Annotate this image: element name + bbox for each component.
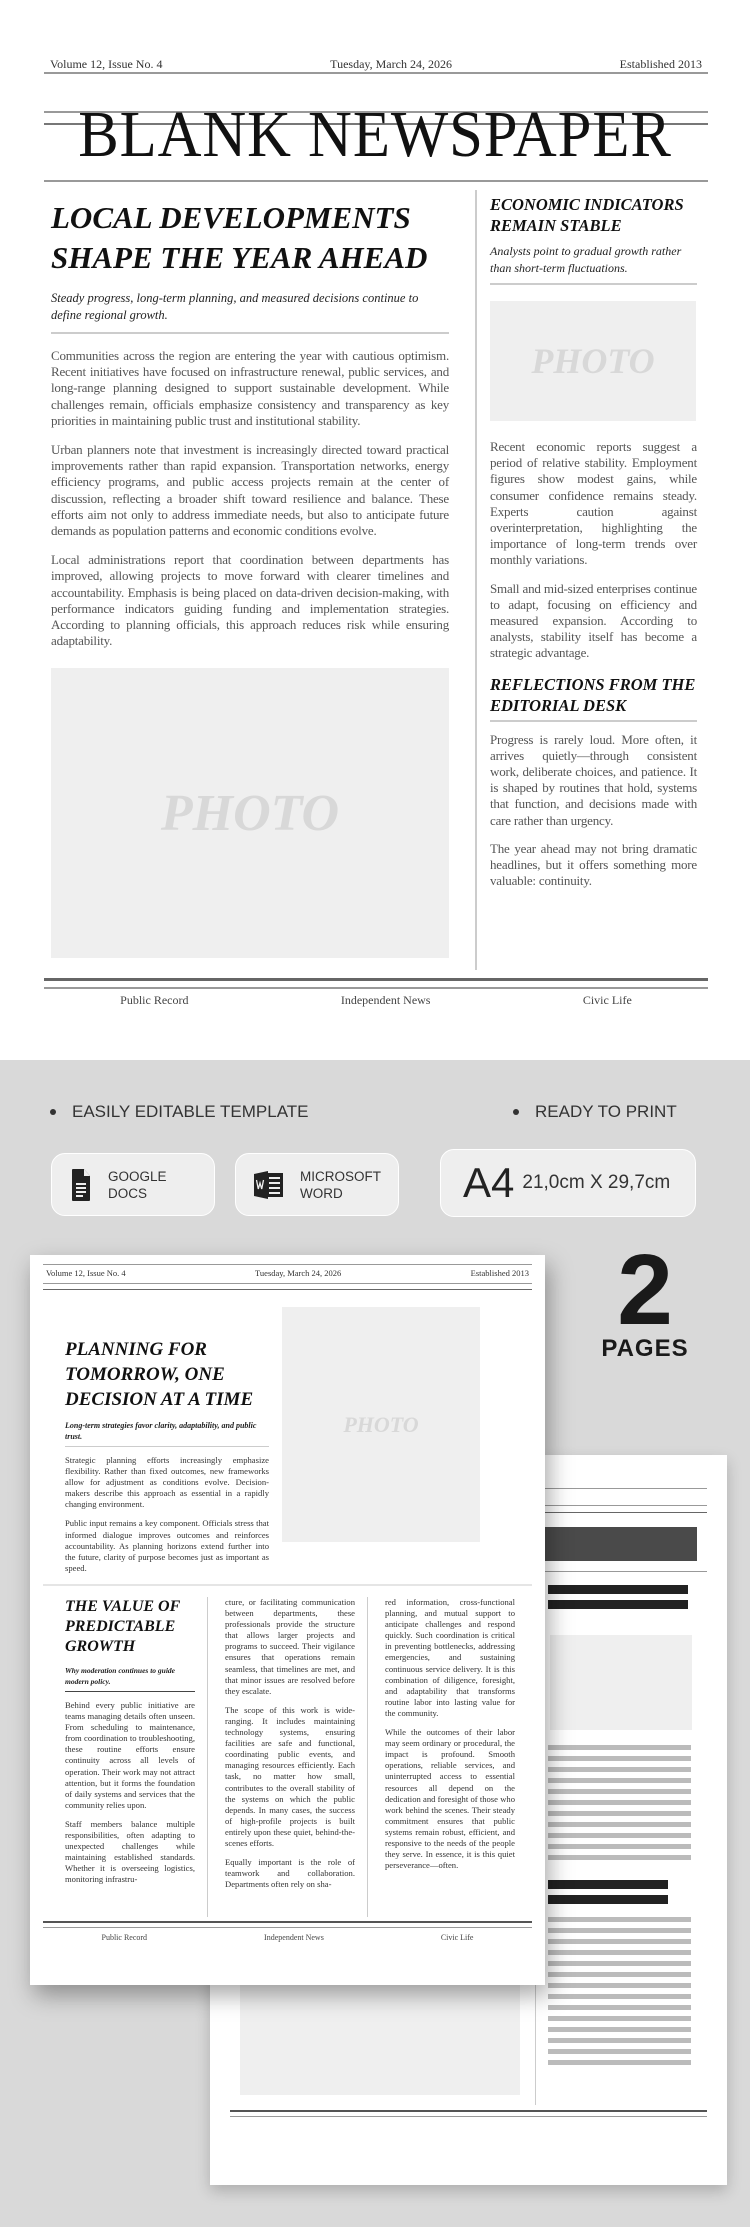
editorial-headline: REFLECTIONS FROM THE EDITORIAL DESK bbox=[490, 674, 697, 722]
page-footer bbox=[44, 993, 708, 1008]
footer-rule bbox=[230, 2116, 707, 2117]
badge-label: MICROSOFT bbox=[300, 1168, 381, 1184]
header-rule bbox=[43, 1264, 532, 1265]
paragraph: Progress is rarely loud. More often, it arrives quietly—through consistent work, deliberate choices, and patience. It is shaped by routines that hold, systems that function, and decisions made with care rather than urgency. bbox=[490, 731, 697, 828]
side-article bbox=[490, 194, 697, 901]
lead-body bbox=[51, 348, 449, 662]
text-lines-shape bbox=[548, 1917, 691, 2067]
footer-rule bbox=[44, 978, 708, 981]
feature-column-1 bbox=[65, 1597, 195, 1894]
issue-date: Tuesday, March 24, 2026 bbox=[330, 57, 452, 71]
paragraph: Staff members balance multiple responsibilities, often adapting to unexpected challenges while maintaining established standards. Whether it is overseeing logistics, monitoring infrastru- bbox=[65, 1818, 195, 1885]
paragraph: Strategic planning efforts increasingly emphasize flexibility. Rather than fixed outcomes, new frameworks allow for adjustment as conditions evolve. Decision-makers describe this approach as essential in a rapidly changing environment. bbox=[65, 1455, 269, 1510]
side-body bbox=[490, 439, 697, 662]
paragraph: Equally important is the role of teamwork and collaboration. Departments often rely on sha- bbox=[225, 1857, 355, 1890]
paragraph: red information, cross-functional planning, and mutual support to anticipate challenges and respond quickly. Such coordination is critical in preventing bottlenecks, addressing emergencies, and sustaining continuous service delivery. It is this combination of diligence, foresight, and adaptability that transforms routine labor into lasting value for the community. bbox=[385, 1597, 515, 1718]
side-deck: Analysts point to gradual growth rather than short-term fluctuations. bbox=[490, 243, 697, 285]
paragraph: Recent economic reports suggest a period of relative stability. Employment figures show modest gains, while consumer confidence remains steady. Experts caution against overinterpretation, highlighting the importance of long-term trends over monthly variations. bbox=[490, 439, 697, 568]
side-photo-placeholder: PHOTO bbox=[490, 301, 696, 421]
section-rule bbox=[43, 1584, 532, 1586]
side-headline: ECONOMIC INDICATORS REMAIN STABLE bbox=[490, 195, 684, 235]
footer-item: Public Record bbox=[101, 1933, 148, 1942]
bullet-icon bbox=[50, 1109, 56, 1115]
badge-label: GOOGLE bbox=[108, 1168, 167, 1184]
lead-photo-placeholder: PHOTO bbox=[51, 668, 449, 958]
footer-rule bbox=[44, 987, 708, 989]
google-docs-icon bbox=[72, 1169, 90, 1201]
masthead-rule bbox=[44, 180, 708, 182]
pages-number: 2 bbox=[617, 1234, 673, 1346]
microsoft-word-badge bbox=[235, 1153, 399, 1216]
paragraph: cture, or facilitating communication between departments, these professionals provide the structure that allows larger projects and programs to succeed. Their vigilance ensures that operations remain seamless, that timelines are met, and that minor issues are resolved before they escalate. bbox=[225, 1597, 355, 1696]
paragraph: Urban planners note that investment is increasingly directed toward practical improvements rather than rapid expansion. Transportation networks, energy efficiency programs, and public access projects remain at the center of discussion, reflecting a broader shift toward resilience and balance. These efforts aim not only to address immediate needs, but also to anticipate future demands as population patterns and economic conditions evolve. bbox=[51, 442, 449, 539]
masthead-meta bbox=[46, 1268, 529, 1278]
column-divider bbox=[475, 190, 477, 970]
page2-lead-deck: Long-term strategies favor clarity, adaptability, and public trust. bbox=[65, 1420, 269, 1447]
feature-label: READY TO PRINT bbox=[535, 1102, 677, 1121]
paragraph: Public input remains a key component. Officials stress that informed dialogue improves outcomes and reinforces accountability. As planning horizons extend further into the future, clarity of purpose becomes just as important as speed. bbox=[65, 1518, 269, 1573]
feature-deck: Why moderation continues to guide modern policy. bbox=[65, 1665, 195, 1692]
pages-label: PAGES bbox=[601, 1335, 689, 1362]
text-lines-shape bbox=[548, 1745, 691, 1865]
established-year: Established 2013 bbox=[470, 1268, 529, 1278]
photo-placeholder-shape bbox=[550, 1635, 692, 1730]
paper-dimensions: 21,0cm X 29,7cm bbox=[522, 1172, 671, 1193]
lead-article bbox=[51, 198, 449, 958]
column-divider bbox=[367, 1597, 368, 1917]
footer-rule bbox=[43, 1927, 532, 1928]
header-rule bbox=[43, 1283, 532, 1284]
badge-label: WORD bbox=[300, 1185, 343, 1201]
footer-item: Civic Life bbox=[440, 1933, 474, 1942]
lead-headline: LOCAL DEVELOPMENTS SHAPE THE YEAR AHEAD bbox=[51, 200, 428, 275]
badge-label: DOCS bbox=[108, 1185, 148, 1201]
newspaper-title: BLANK NEWSPAPER bbox=[78, 98, 672, 171]
bullet-icon bbox=[513, 1109, 519, 1115]
pages-count-badge bbox=[590, 1234, 700, 1363]
page-footer bbox=[43, 1933, 532, 1942]
paper-size-badge bbox=[440, 1149, 696, 1217]
microsoft-word-icon bbox=[254, 1171, 284, 1199]
paragraph: Communities across the region are entering the year with cautious optimism. Recent initiatives have focused on infrastructure renewal, public services, and long-range planning designed to support sustainable development. While challenges remain, officials emphasize consistency and transparency as key priorities in maintaining public trust and institutional stability. bbox=[51, 348, 449, 428]
newspaper-page-2 bbox=[30, 1255, 545, 1985]
feature-column-2 bbox=[225, 1597, 355, 1898]
lead-deck: Steady progress, long-term planning, and measured decisions continue to define regional growth. bbox=[51, 290, 449, 334]
feature-column-3 bbox=[385, 1597, 515, 1879]
editorial-body bbox=[490, 732, 697, 890]
headline-shape bbox=[548, 1585, 688, 1609]
issue-date: Tuesday, March 24, 2026 bbox=[255, 1268, 342, 1278]
paragraph: The year ahead may not bring dramatic headlines, but it offers something more valuable: continuity. bbox=[490, 840, 697, 889]
footer-rule bbox=[230, 2110, 707, 2112]
newspaper-page-1 bbox=[0, 0, 750, 1060]
paragraph: Behind every public initiative are teams managing details often unseen. From scheduling to maintenance, from coordination to troubleshooting, these routine efforts ensure continuity across all levels of operation. Their work may not attract attention, but it forms the foundation of daily systems and services that the community relies upon. bbox=[65, 1700, 195, 1810]
feature-label: EASILY EDITABLE TEMPLATE bbox=[72, 1102, 309, 1121]
paragraph: Local administrations report that coordination between departments has improved, allowing projects to move forward with clearer timelines and accountability. Emphasis is being placed on data-driven decision-making, with performance indicators guiding funding and implementation strategies. According to planning officials, this approach reduces risk while ensuring adaptability. bbox=[51, 552, 449, 649]
google-docs-badge bbox=[51, 1153, 215, 1216]
paragraph: Small and mid-sized enterprises continue to adapt, focusing on efficiency and measured expansion. According to analysts, stability itself has become a strategic advantage. bbox=[490, 580, 697, 661]
headline-shape bbox=[548, 1880, 668, 1904]
feature-headline: THE VALUE OF PREDICTABLE GROWTH bbox=[65, 1598, 180, 1655]
paragraph: While the outcomes of their labor may seem ordinary or procedural, the impact is profound. Smooth operations, reliable services, and uninterrupted access to essential resources all depend on the dedication and foresight of those who work behind the scenes. Their steady commitment ensures that public systems remain robust, efficient, and responsive to the needs of the people they serve. In essence, it is this quiet perseverance—often. bbox=[385, 1727, 515, 1871]
column-divider bbox=[207, 1597, 208, 1917]
volume-issue: Volume 12, Issue No. 4 bbox=[50, 57, 163, 71]
header-rule bbox=[43, 1289, 532, 1290]
footer-item: Independent News bbox=[340, 993, 431, 1007]
page2-lead-body bbox=[65, 1455, 269, 1574]
footer-item: Public Record bbox=[120, 993, 189, 1007]
feature-editable bbox=[50, 1102, 309, 1122]
paragraph: The scope of this work is wide-ranging. It includes maintaining technology systems, ensuring facilities are safe and functional, coordinating public events, and managing resources efficiently. Each task, no matter how small, contributes to the overall stability of the systems on which the public depends. In many cases, the success of high-profile projects is built entirely upon these quiet, behind-the-scenes efforts. bbox=[225, 1704, 355, 1848]
header-rule bbox=[44, 72, 708, 74]
footer-rule bbox=[43, 1921, 532, 1923]
feature-print bbox=[513, 1102, 677, 1122]
page2-photo-placeholder: PHOTO bbox=[282, 1307, 480, 1542]
footer-item: Civic Life bbox=[582, 993, 632, 1007]
paper-size: A4 bbox=[463, 1159, 515, 1206]
page2-lead-article bbox=[65, 1337, 269, 1582]
masthead-meta bbox=[50, 57, 702, 72]
volume-issue: Volume 12, Issue No. 4 bbox=[46, 1268, 126, 1278]
footer-item: Independent News bbox=[264, 1933, 324, 1942]
feature-body bbox=[65, 1700, 195, 1886]
page2-lead-headline: PLANNING FOR TOMORROW, ONE DECISION AT A TIME bbox=[65, 1339, 254, 1410]
established-year: Established 2013 bbox=[619, 57, 702, 71]
